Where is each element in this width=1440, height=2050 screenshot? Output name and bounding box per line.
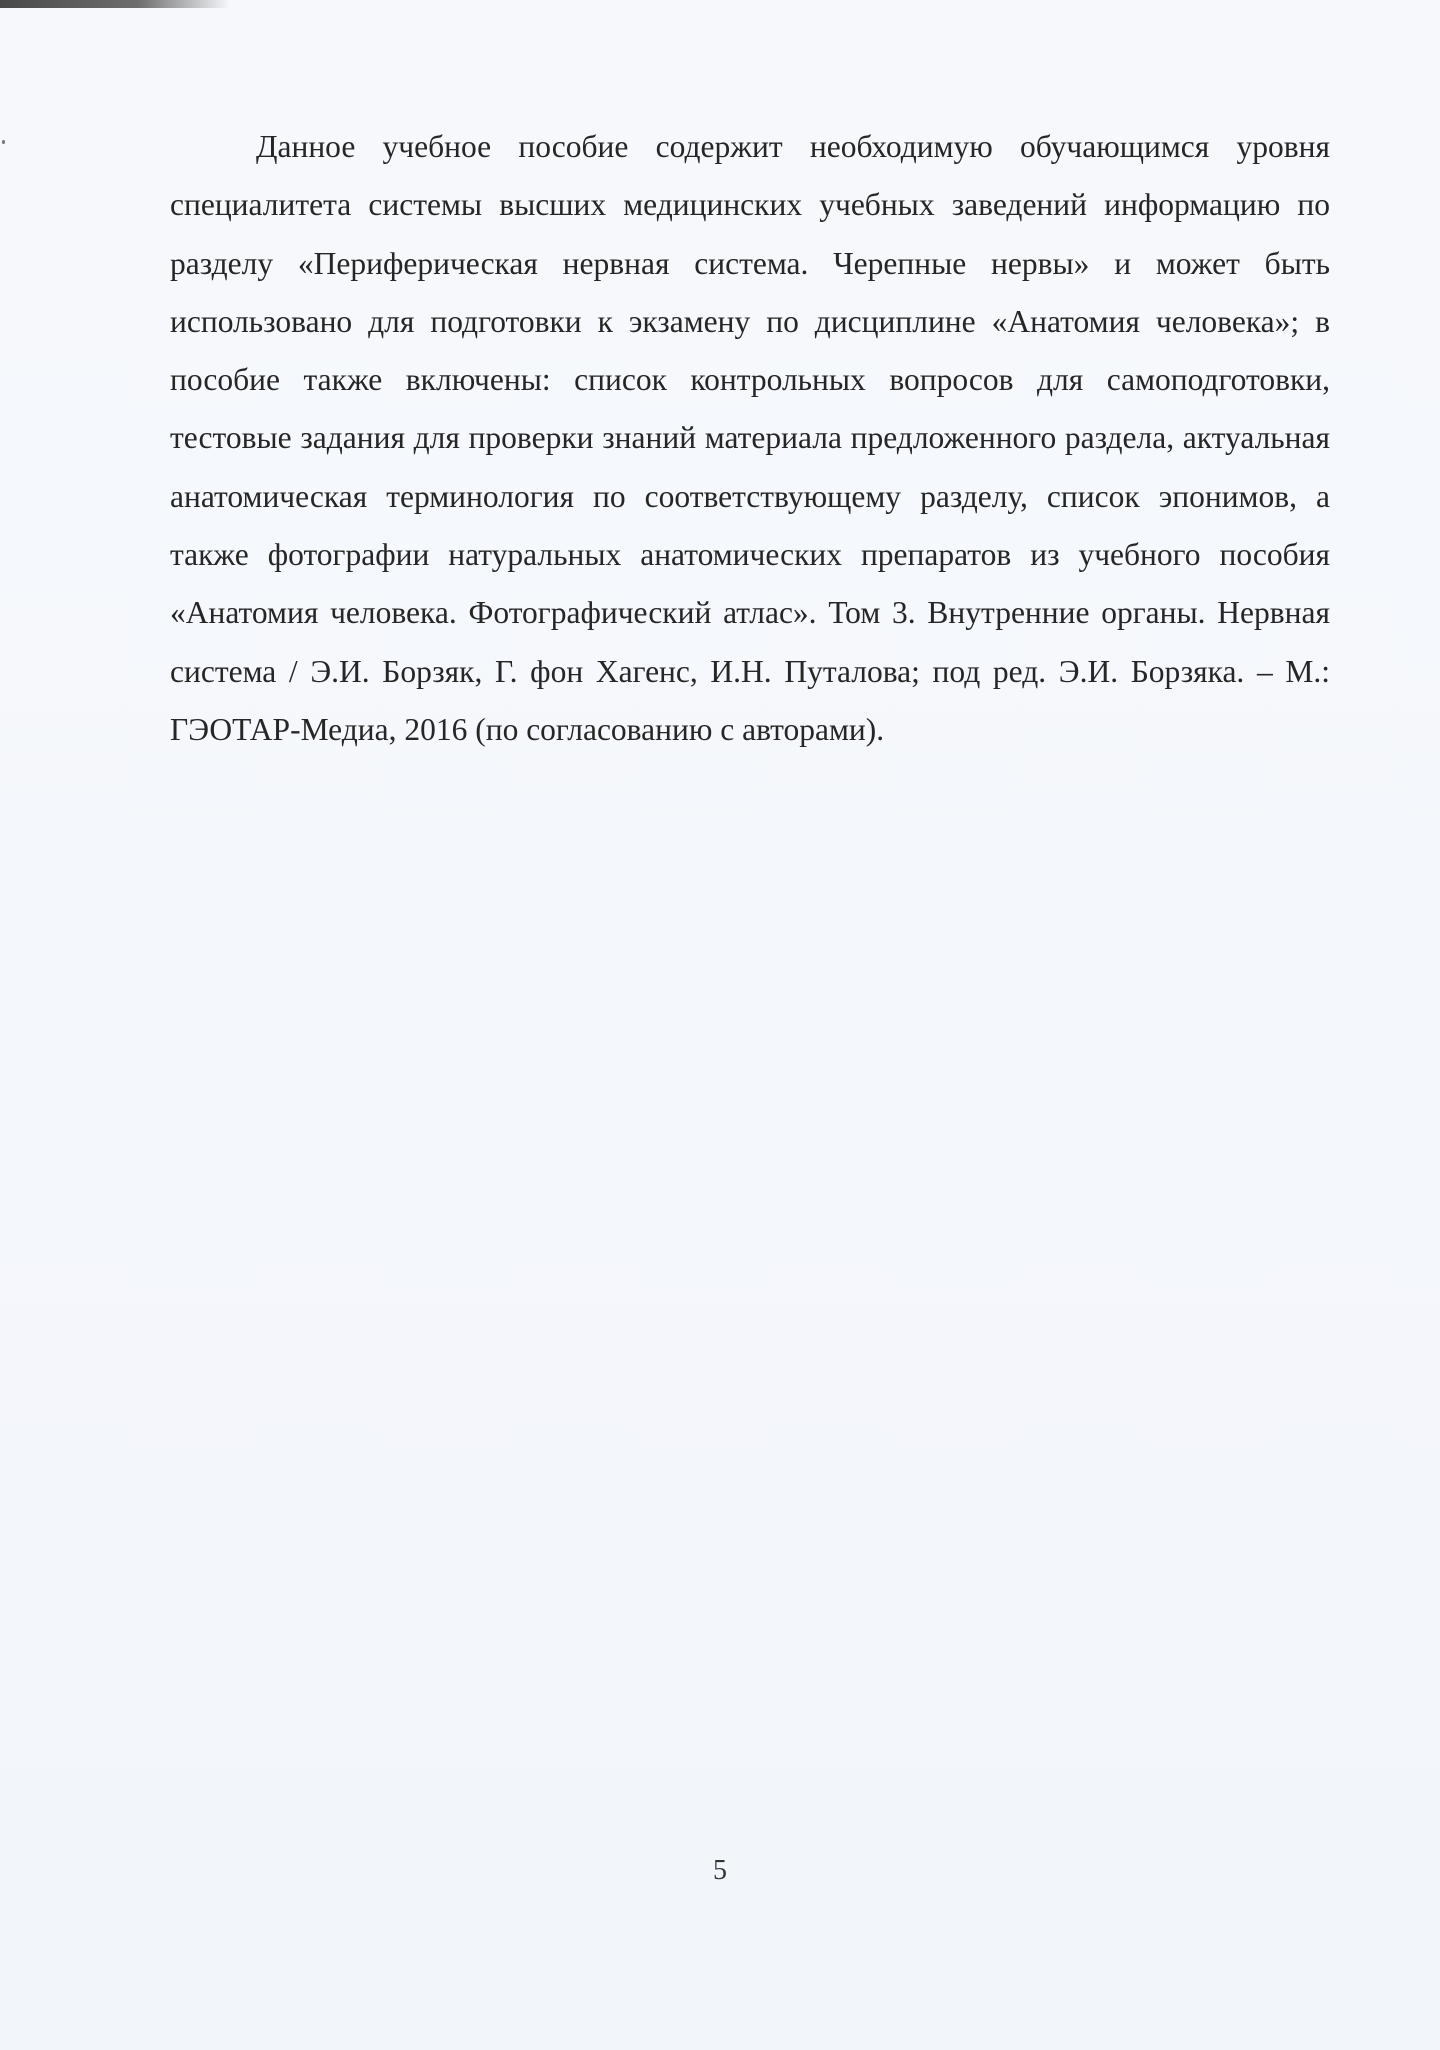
page-number: 5 <box>713 1855 727 1886</box>
scan-edge-mark <box>0 0 230 8</box>
body-paragraph: Данное учебное пособие содержит необходимую обучающимся уровня специалитета системы высших медицинских учебных заведений информацию по разделу «Периферическая нервная система. Черепные нервы» и может быть использовано для подготовки к экзамену по дисциплине «Анатомия человека»; в пособие также включены: список контрольных вопросов для самоподготовки, тестовые задания для проверки знаний материала предложенного раздела, актуальная анатомическая терминология по соответствующему разделу, список эпонимов, а также фотографии натуральных анатомических препаратов из учебного пособия «Анатомия человека. Фотографический атлас». Том 3. Внутренние органы. Нервная система / Э.И. Борзяк, Г. фон Хагенс, И.Н. Путалова; под ред. Э.И. Борзяка. – М.: ГЭОТАР-Медиа, 2016 (по согласованию с авторами). <box>170 129 1330 747</box>
scan-dust-mark <box>2 140 5 144</box>
